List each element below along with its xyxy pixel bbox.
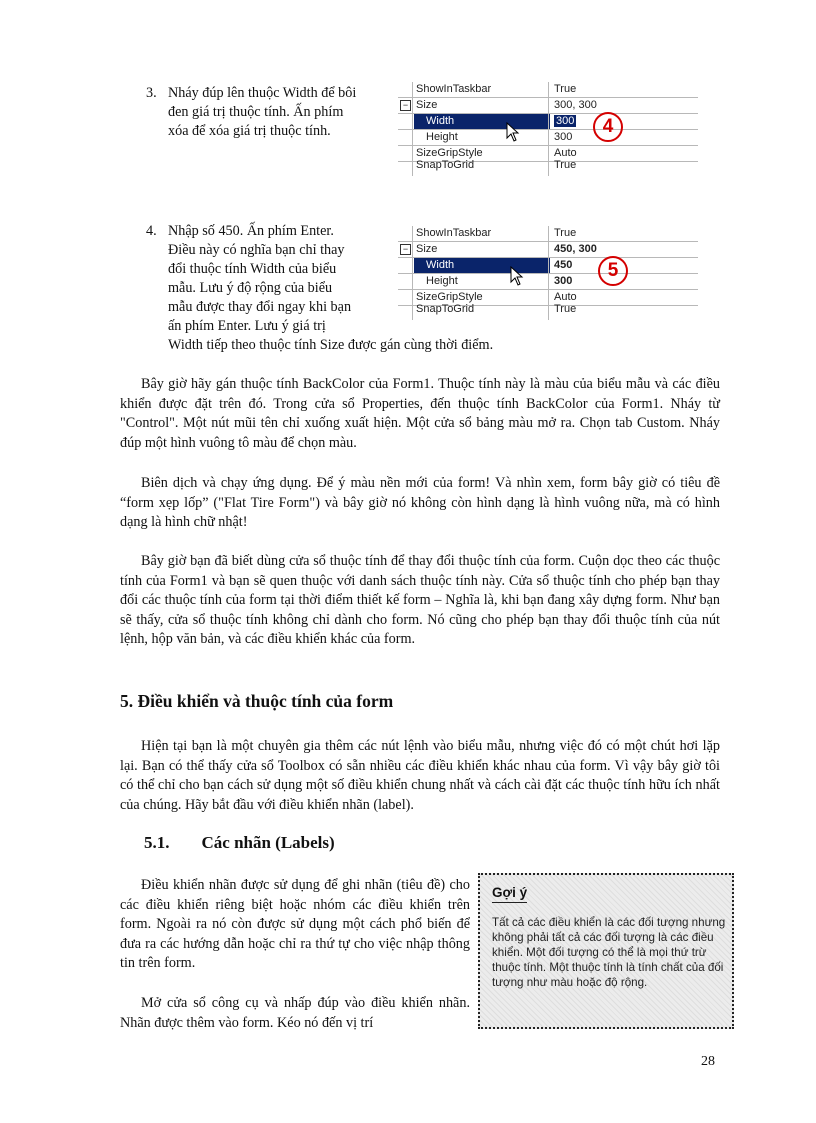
row-name: ShowInTaskbar [416,83,492,95]
row-name: Height [426,275,458,287]
grid-row-cut [398,303,698,315]
paragraph-open-toolbox: Mở cửa sổ công cụ và nhấp đúp vào điều khiển nhãn. Nhãn được thêm vào form. Kéo nó đến vị trí [120,995,470,1031]
tip-box [478,873,734,1029]
row-value: 300 [554,275,573,287]
selected-value: 300 [556,115,575,127]
grid-row [398,242,698,258]
step-4-number: 4. [146,223,157,239]
step-3-line: đen giá trị thuộc tính. Ấn phím [168,104,344,120]
grid-row [398,226,698,242]
grid-row [398,274,698,290]
row-name: Width [414,258,550,273]
step-4-line: ấn phím Enter. Lưu ý giá trị [168,318,326,334]
step-3 [146,84,396,144]
row-name: Size [416,243,438,255]
row-value: True [554,227,577,239]
step-3-text [168,84,356,141]
paragraph-compile: Biên dịch và chạy ứng dụng. Để ý màu nền mới của form! Và nhìn xem, form bây giờ có tiêu đề “form xẹp lốp” ("Flat Tire Form") và bây giờ nó không còn hình dạng là hình vuông nữa, mà có hình dạng là hình chữ nhật! [120,475,720,531]
tip-body: Tất cả các điều khiển là các đối tượng nhưng không phải tất cả các đối tượng là các điều khiển. Một đối tượng có thể là mọi thứ trừ thuộc tính. Một thuộc tính là tính chất của đối tượng như màu hoặc độ rộng. [492,916,726,989]
row-value: 450, 300 [554,243,597,255]
grid-row [398,98,698,114]
row-value: 450 [554,259,573,271]
row-name: SnapToGrid [416,159,475,171]
step-4-line: Điều này có nghĩa bạn chỉ thay [168,242,345,258]
grid-row-selected [398,258,698,274]
grid-row [398,82,698,98]
paragraph-controls-intro: Hiện tại bạn là một chuyên gia thêm các nút lệnh vào biểu mẫu, nhưng việc đó có một chút hơi lặp lại. Bạn có thể thấy cửa sổ Toolbox có sẵn nhiều các điều khiển khác nhau của form. Vì vậy bây giờ tôi có thể chỉ cho bạn cách sử dụng một số điều khiển chung nhất và cách cài đặt các thuộc tính hữu ích nhất của chúng. Hãy bắt đầu với điều khiển nhãn (label). [120,738,720,813]
step-3-line: xóa để xóa giá trị thuộc tính. [168,123,331,139]
mouse-pointer-icon [506,122,520,142]
step-4-line: mẫu. Lưu ý độ rộng của biểu [168,280,333,296]
collapse-icon: − [400,100,411,111]
property-grid-screenshot-1 [398,82,698,176]
section-heading-5: 5. Điều khiển và thuộc tính của form [120,691,394,711]
row-value: 300, 300 [554,99,597,111]
step-badge: 4 [593,112,623,142]
row-name: Height [426,131,458,143]
row-value: 300 [554,131,573,143]
grid-row-cut [398,159,698,171]
step-3-line: Nháy đúp lên thuộc Width để bôi [168,85,357,101]
row-value: Auto [554,291,577,303]
grid-row-selected [398,114,698,130]
section-heading-5-1 [144,833,335,853]
step-4-line: đổi thuộc tính Width của biểu [168,261,337,277]
row-name: SizeGripStyle [416,147,483,159]
step-badge: 5 [598,256,628,286]
row-name: ShowInTaskbar [416,227,492,239]
row-value: True [554,83,577,95]
heading-number: 5.1. [144,833,170,852]
row-name: SnapToGrid [416,303,475,315]
step-4-line: mẫu được thay đổi ngay khi bạn [168,299,352,315]
step-3-number: 3. [146,85,157,101]
paragraph-properties-window: Bây giờ bạn đã biết dùng cửa sổ thuộc tính để thay đổi thuộc tính của form. Cuộn dọc theo các thuộc tính của Form1 và bạn sẽ quen thuộc với danh sách thuộc tính này. Cửa sổ thuộc tính cho phép bạn thay đổi các thuộc tính của form tại thời điểm thiết kế form – Nghĩa là, khi bạn đang xây dựng form. Như bạn sẽ thấy, cửa sổ thuộc tính không chỉ dành cho form. Nó cũng cho phép bạn thay đổi thuộc tính của nút lệnh, hộp văn bản, và các điều khiển khác của form. [120,553,720,648]
page-number: 28 [701,1054,715,1069]
tip-title: Gợi ý [492,885,527,903]
grid-row [398,130,698,146]
paragraph-label-control: Điều khiển nhãn được sử dụng để ghi nhãn (tiêu đề) cho các điều khiển riêng biệt hoặc nhóm các điều khiển trên form. Ngoài ra nó còn được sử dụng một cách phổ biến để đưa ra các hướng dẫn hoặc chỉ ra thứ tự cho việc nhập thông tin trên form. [120,877,470,972]
row-value: True [554,159,577,171]
step-4-line: Width tiếp theo thuộc tính Size được gán cùng thời điểm. [168,337,494,353]
row-value: True [554,303,577,315]
row-name: SizeGripStyle [416,291,483,303]
collapse-icon: − [400,244,411,255]
row-name: Size [416,99,438,111]
step-4-line: Nhập số 450. Ấn phím Enter. [168,223,334,239]
row-value: Auto [554,147,577,159]
property-grid-screenshot-2 [398,226,698,320]
mouse-pointer-icon [510,266,524,286]
row-name: Width [414,114,550,129]
heading-text: Các nhãn (Labels) [201,833,335,852]
row-value [550,114,698,129]
paragraph-backcolor: Bây giờ hãy gán thuộc tính BackColor của Form1. Thuộc tính này là màu của biểu mẫu và các điều khiển được đặt trên đó. Trong cửa sổ Properties, đến thuộc tính BackColor của Form1. Nháy từ "Control". Một nút mũi tên chỉ xuống xuất hiện. Một cửa sổ bảng màu mở ra. Chọn tab Custom. Nháy đúp một hình vuông tô màu để chọn màu. [120,376,720,451]
